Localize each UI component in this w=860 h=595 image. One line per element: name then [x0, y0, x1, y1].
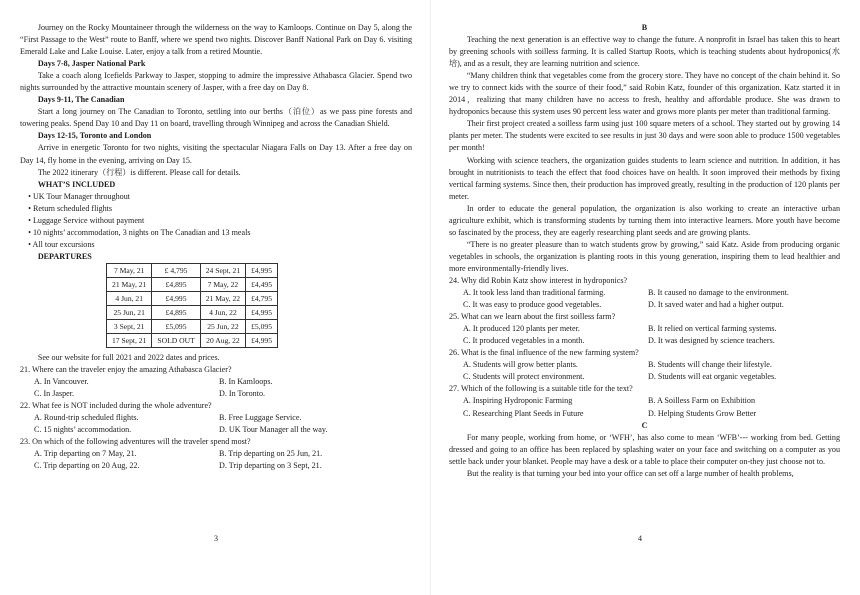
table-cell: 20 Aug, 22 [200, 333, 245, 347]
canadian-paragraph: Start a long journey on The Canadian to Toronto, settling into our berths（泊位）as we pass pine forests and towering peaks. Spend Day 10 and Day 11 on board, travelling through Winnipeg and across the Canadian Shield. [20, 107, 412, 129]
option: C. 15 nights’ accommodation. [34, 425, 132, 435]
option: C. Trip departing on 20 Aug, 22. [34, 461, 140, 471]
included-item: • All tour excursions [28, 239, 95, 249]
option: D. It was designed by science teachers. [648, 336, 775, 346]
section-c-heading: C [641, 420, 648, 430]
question-25: 25. What can we learn about the first soilless farm? [449, 312, 616, 322]
option: B. Trip departing on 25 Jun, 21. [219, 449, 323, 459]
options-25 [449, 323, 840, 347]
option: A. It produced 120 plants per meter. [463, 324, 580, 334]
option: B. It caused no damage to the environment. [648, 288, 789, 298]
question-21: 21. Where can the traveler enjoy the amazing Athabasca Glacier? [20, 364, 232, 374]
toronto-paragraph: Arrive in energetic Toronto for two nights, visiting the spectacular Niagara Falls on Day 13. After a free day on Day 14, fly home in the evening, arriving on Day 15. [20, 143, 412, 165]
options-26 [449, 359, 840, 383]
passage-b-paragraph: Working with science teachers, the organization guides students to learn science and nutrition. In addition, it has brought in nutritionists to teach the effect that food choices have on health. It soon improved their methods by fixing vertical farming systems. Since then, their production has improved greatly, resulting in the production of 120 plants per meter. [449, 155, 840, 201]
table-cell: £ 4,795 [152, 263, 200, 277]
table-cell: £4,995 [246, 263, 278, 277]
table-row [107, 305, 278, 319]
option: B. A Soilless Farm on Exhibition [648, 396, 756, 406]
table-cell: 24 Sept, 21 [200, 263, 245, 277]
included-item: • UK Tour Manager throughout [28, 191, 131, 201]
table-cell: £4,995 [246, 305, 278, 319]
table-cell: 7 May, 22 [200, 277, 245, 291]
question-23: 23. On which of the following adventures will the traveler spend most? [20, 437, 251, 447]
website-note: See our website for full 2021 and 2022 dates and prices. [37, 352, 220, 362]
table-cell: 21 May, 21 [107, 277, 152, 291]
table-cell: £4,895 [152, 305, 200, 319]
table-row [107, 291, 278, 305]
option: A. Inspiring Hydroponic Farming [463, 396, 573, 406]
table-row [107, 277, 278, 291]
table-row [107, 263, 278, 277]
passage-b-paragraph: “Many children think that vegetables come from the grocery store. They have no concept of the chain behind it. So we try to connect kids with the source of their food,” said Robin Katz, founder of this organization. Katz started it in 2014，realizing that many children have no access to fresh, healthy and affordable produce. She was drawn to hydroponics because this system uses 90 percent less water and grows more plants per meter than traditional farming. [449, 71, 840, 117]
option: B. Students will change their lifestyle. [648, 360, 772, 370]
option: D. UK Tour Manager all the way. [219, 425, 328, 435]
option: D. It saved water and had a higher output. [648, 300, 784, 310]
option: B. It relied on vertical farming systems. [648, 324, 777, 334]
question-22: 22. What fee is NOT included during the whole adventure? [20, 401, 212, 411]
included-item: • Luggage Service without payment [28, 215, 145, 225]
table-cell: 4 Jun, 21 [107, 291, 152, 305]
intro-paragraph: Journey on the Rocky Mountaineer through the wilderness on the way to Kamloops. Continue on Day 5, along the “First Passage to the West” route to Banff, where we spend two nights. Discover Banff National Park on Day 6. visiting Emerald Lake and Lake Louise. Later, enjoy a talk from a retired Mountie. [20, 23, 412, 57]
table-cell: £4,495 [246, 277, 278, 291]
table-cell: £5,095 [152, 319, 200, 333]
option: A. Round-trip scheduled flights. [34, 413, 139, 423]
option: B. In Kamloops. [219, 377, 273, 387]
passage-b-paragraph: “There is no greater pleasure than to watch students grow by growing,” said Katz. Aside from producing organic vegetables in schools, the organization is planting roots in this young generation, inspiring them to lead healthier and more environmentally-friendly lives. [449, 239, 840, 273]
options-27 [449, 395, 840, 419]
table-cell: 17 Sept, 21 [107, 333, 152, 347]
passage-c-paragraph: But the reality is that turning your bed into your office can set off a large number of health problems, [466, 468, 794, 478]
table-cell: 25 Jun, 21 [107, 305, 152, 319]
question-27: 27. Which of the following is a suitable title for the text? [449, 384, 633, 394]
options-21 [20, 376, 412, 400]
option: C. It was easy to produce good vegetables. [463, 300, 602, 310]
passage-b-paragraph: Teaching the next generation is an effective way to change the future. A nonprofit in Israel has taken this to heart by greening schools with soilless farming. It is called Startup Roots, which is teaching students about hydroponics(水培), and as a result, they are learning nutrition and science. [449, 35, 840, 69]
option: D. Helping Students Grow Better [648, 408, 757, 418]
itinerary-note: The 2022 itinerary（行程）is different. Please call for details. [37, 167, 241, 177]
option: A. Students will grow better plants. [463, 360, 578, 370]
heading-included: WHAT’S INCLUDED [37, 179, 116, 189]
option: A. In Vancouver. [34, 377, 89, 387]
option: C. It produced vegetables in a month. [463, 336, 585, 346]
table-cell: 25 Jun, 22 [200, 319, 245, 333]
table-row [107, 319, 278, 333]
included-item: • 10 nights’ accommodation, 3 nights on The Canadian and 13 meals [28, 227, 251, 237]
table-cell: 4 Jun, 22 [200, 305, 245, 319]
departures-table [106, 263, 278, 348]
page-4 [430, 0, 860, 595]
passage-c-paragraph: For many people, working from home, or ‘WFH’, has also come to mean ‘WFB’--- working from bed. Getting dressed and going to an office has been replaced by splashing water on your face and switching on a computer as you settle back under your blanket. People may have a desk or a table to place their computer on-they just choose not to. [449, 432, 840, 466]
options-22 [20, 412, 412, 436]
question-24: 24. Why did Robin Katz show interest in hydroponics? [449, 275, 628, 285]
table-cell: £4,795 [246, 291, 278, 305]
included-item: • Return scheduled flights [28, 203, 113, 213]
heading-toronto: Days 12-15, Toronto and London [37, 131, 152, 141]
table-cell: 7 May, 21 [107, 263, 152, 277]
table-cell: £4,995 [152, 291, 200, 305]
question-26: 26. What is the final influence of the new farming system? [449, 348, 639, 358]
option: B. Free Luggage Service. [219, 413, 302, 423]
option: C. In Jasper. [34, 389, 75, 399]
table-cell: £4,995 [246, 333, 278, 347]
option: A. Trip departing on 7 May, 21. [34, 449, 137, 459]
option: D. Trip departing on 3 Sept, 21. [219, 461, 322, 471]
jasper-paragraph: Take a coach along Icefields Parkway to Jasper, stopping to admire the impressive Athabasca Glacier. Spend two nights surrounded by the attractive mountain scenery of Jasper, with a free day on Day 8. [20, 71, 412, 93]
option: D. Students will eat organic vegetables. [648, 372, 777, 382]
option: D. In Toronto. [219, 389, 266, 399]
table-cell: 21 May, 22 [200, 291, 245, 305]
table-cell: SOLD OUT [152, 333, 200, 347]
heading-canadian: Days 9-11, The Canadian [37, 95, 125, 105]
page-number: 4 [638, 534, 642, 543]
table-row [107, 333, 278, 347]
option: C. Students will protect environment. [463, 372, 585, 382]
option: A. It took less land than traditional farming. [463, 288, 606, 298]
passage-b-paragraph: Their first project created a soilless farm using just 100 square meters of a school. They started out by growing 14 plants per meter. The students were excited to see results in just 30 days and were soon able to produce 1500 vegetables per month! [449, 119, 840, 153]
passage-b-paragraph: In order to educate the general population, the organization is also working to create an interactive urban agriculture exhibit, which is transforming students by turning them into interactive learners. More youth have become so fascinated by the process, they are eagerly researching plant seeds and are growing plants. [449, 203, 840, 237]
heading-departures: DEPARTURES [37, 251, 92, 261]
options-23 [20, 448, 412, 472]
section-b-heading: B [641, 23, 648, 32]
options-24 [449, 287, 840, 311]
table-cell: £4,895 [152, 277, 200, 291]
table-cell: £5,095 [246, 319, 278, 333]
table-cell: 3 Sept, 21 [107, 319, 152, 333]
page-number: 3 [214, 534, 218, 543]
heading-jasper: Days 7-8, Jasper National Park [37, 59, 146, 69]
option: C. Researching Plant Seeds in Future [463, 408, 584, 418]
